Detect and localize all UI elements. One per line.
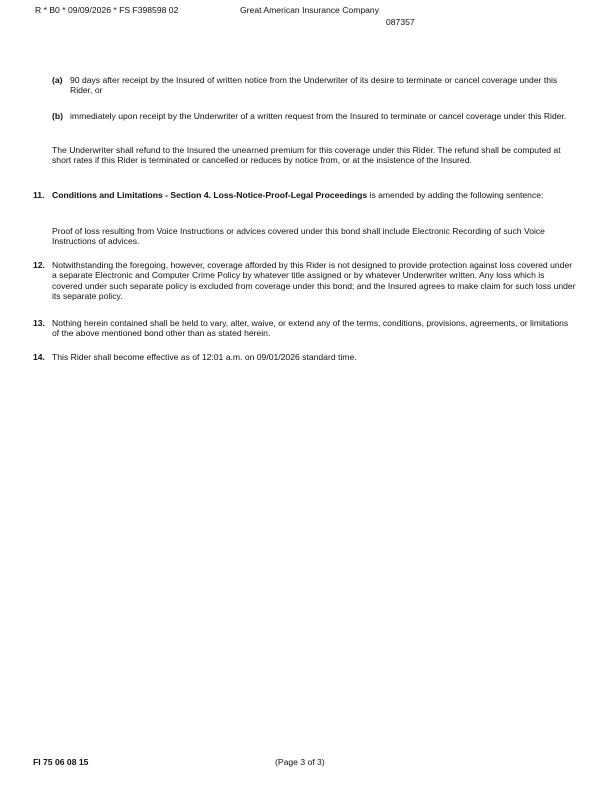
item-14-text: This Rider shall become effective as of 12:01 a.m. on 09/01/2026 standard time.	[52, 352, 357, 362]
item-11-sub-paragraph: Proof of loss resulting from Voice Instructions or advices covered under this bond shall include Electronic Recording of such Voice Instructions of advices.	[52, 226, 545, 247]
item-14	[33, 352, 577, 362]
sub-item-b	[52, 111, 577, 121]
item-14-number: 14.	[33, 352, 45, 362]
footer-form-number: FI 75 06 08 15	[33, 757, 89, 767]
item-13-text: Nothing herein contained shall be held to vary, alter, waive, or extend any of the terms, conditions, provisions, agreements, or limitations of the above mentioned bond other than as stated herein.	[52, 318, 569, 339]
sub-item-b-label: (b)	[52, 111, 63, 121]
item-11	[33, 190, 577, 200]
item-11-heading: Conditions and Limitations - Section 4. Loss-Notice-Proof-Legal Proceedings	[52, 190, 368, 200]
sub-item-b-text: immediately upon receipt by the Underwriter of a written request from the Insured to terminate or cancel coverage under this Rider.	[70, 111, 567, 121]
sub-item-a-text: 90 days after receipt by the Insured of written notice from the Underwriter of its desire to terminate or cancel coverage under this Rider, or	[70, 75, 558, 96]
sub-item-a-label: (a)	[52, 75, 63, 85]
item-11-number: 11.	[33, 190, 45, 200]
header-company-name: Great American Insurance Company	[240, 5, 379, 15]
item-12-number: 12.	[33, 260, 45, 270]
item-13-number: 13.	[33, 318, 45, 328]
item-11-body	[52, 190, 577, 200]
refund-paragraph: The Underwriter shall refund to the Insured the unearned premium for this coverage under this Rider. The refund shall be computed at short rates if this Rider is terminated or cancelled or reduces by notice from, or at the insistence of the Insured.	[52, 145, 561, 166]
footer-page-number: (Page 3 of 3)	[275, 757, 325, 767]
header-tracking-code: R * B0 * 09/09/2026 * FS F398598 02	[35, 5, 179, 15]
header-document-code: 087357	[386, 17, 415, 27]
sub-item-a	[52, 75, 577, 96]
item-11-text: is amended by adding the following sentence:	[367, 190, 544, 200]
item-13	[33, 318, 577, 339]
item-12-text: Notwithstanding the foregoing, however, coverage afforded by this Rider is not designed to provide protection against loss covered under a separate Electronic and Computer Crime Policy by whatever title assigned or by whatever Underwriter written. Any loss which is covered under such separate policy is excluded from coverage under this bond; and the Insured agrees to make claim for such loss under its separate policy.	[52, 260, 576, 302]
item-12	[33, 260, 577, 302]
